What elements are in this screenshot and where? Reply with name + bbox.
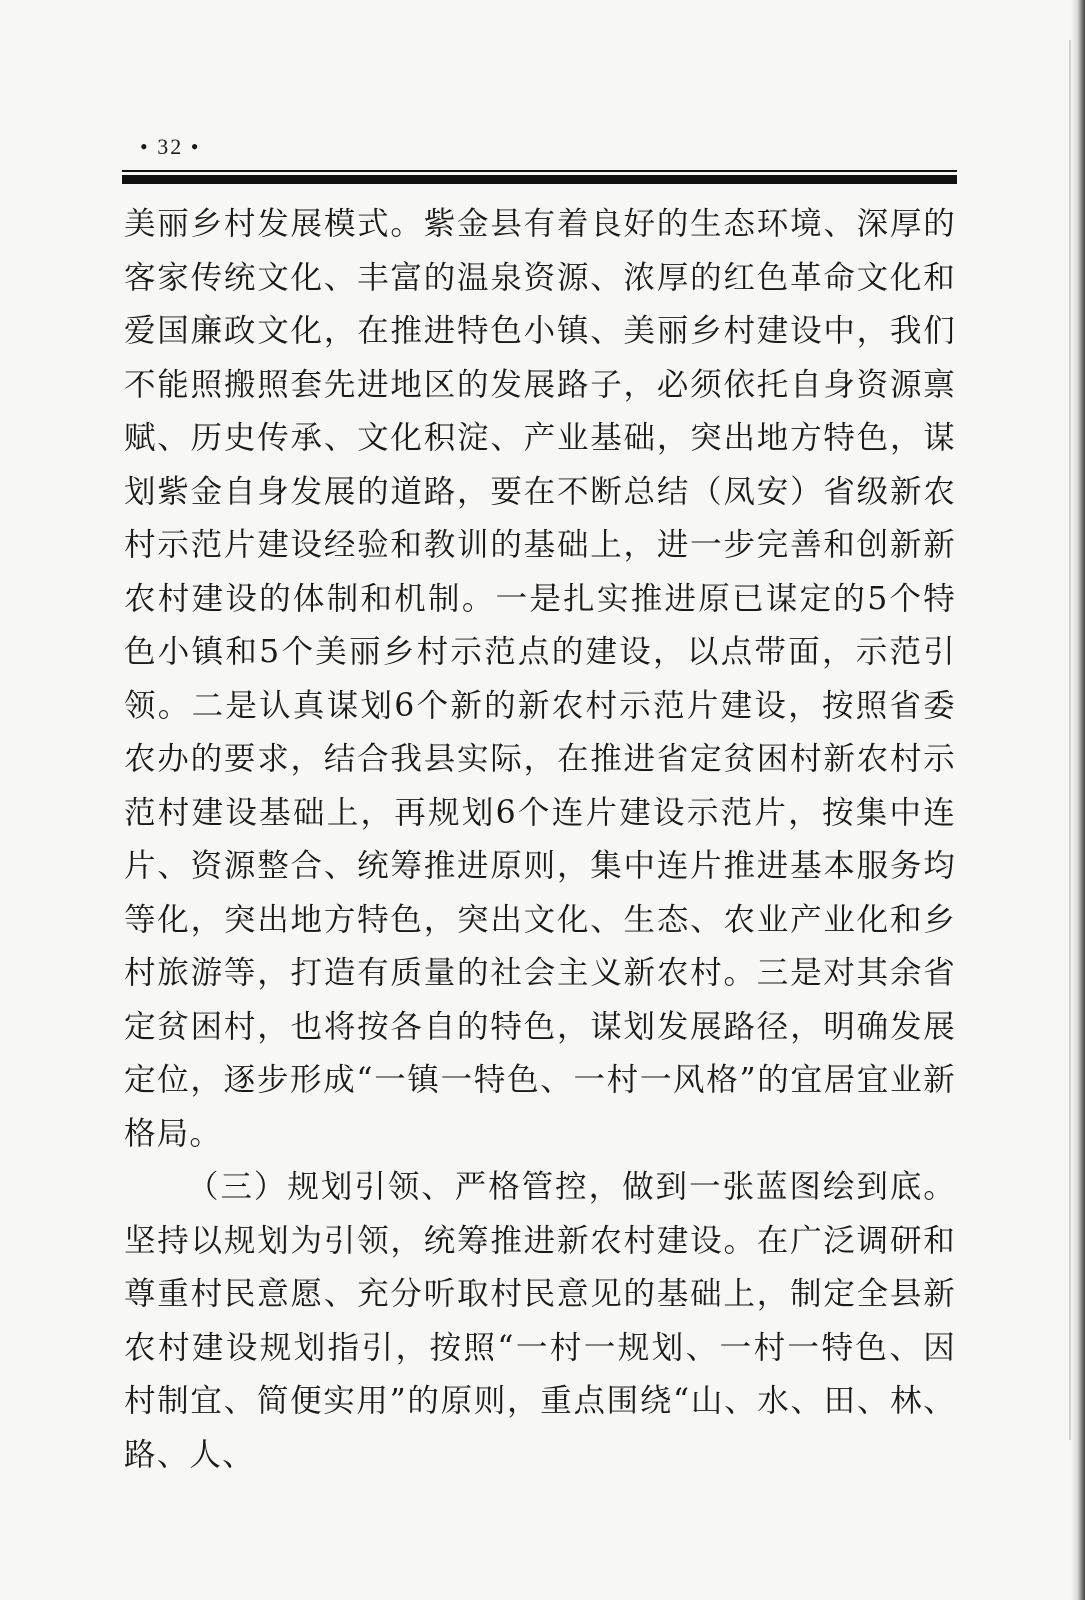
paragraph-continued: 美丽乡村发展模式。紫金县有着良好的生态环境、深厚的客家传统文化、丰富的温泉资源、浓厚的红色革命文化和爱国廉政文化，在推进特色小镇、美丽乡村建设中，我们不能照搬照套先进地区的发展路子，必须依托自身资源禀赋、历史传承、文化积淀、产业基础，突出地方特色，谋划紫金自身发展的道路，要在不断总结（凤安）省级新农村示范片建设经验和教训的基础上，进一步完善和创新新农村建设的体制和机制。一是扎实推进原已谋定的5个特色小镇和5个美丽乡村示范点的建设，以点带面，示范引领。二是认真谋划6个新的新农村示范片建设，按照省委农办的要求，结合我县实际，在推进省定贫困村新农村示范村建设基础上，再规划6个连片建设示范片，按集中连片、资源整合、统筹推进原则，集中连片推进基本服务均等化，突出地方特色，突出文化、生态、农业产业化和乡村旅游等，打造有质量的社会主义新农村。三是对其余省定贫困村，也将按各自的特色，谋划发展路径，明确发展定位，逐步形成“一镇一特色、一村一风格”的宜居宜业新格局。 <box>124 206 956 1152</box>
page-number: • 32 • <box>140 134 201 159</box>
header-rule-thick <box>122 175 957 184</box>
scan-fold-line <box>1069 40 1071 1440</box>
page-header <box>122 128 957 190</box>
paragraph-section-three: （三）规划引领、严格管控，做到一张蓝图绘到底。坚持以规划为引领，统筹推进新农村建设。在广泛调研和尊重村民意愿、充分听取村民意见的基础上，制定全县新农村建设规划指引，按照“一村一规划、一村一特色、因村制宜、简便实用”的原则，重点围绕“山、水、田、林、路、人、 <box>124 1169 956 1473</box>
header-rule-thin <box>122 170 957 172</box>
scan-shadow-edge <box>1071 0 1085 1600</box>
body-text <box>124 198 956 1482</box>
